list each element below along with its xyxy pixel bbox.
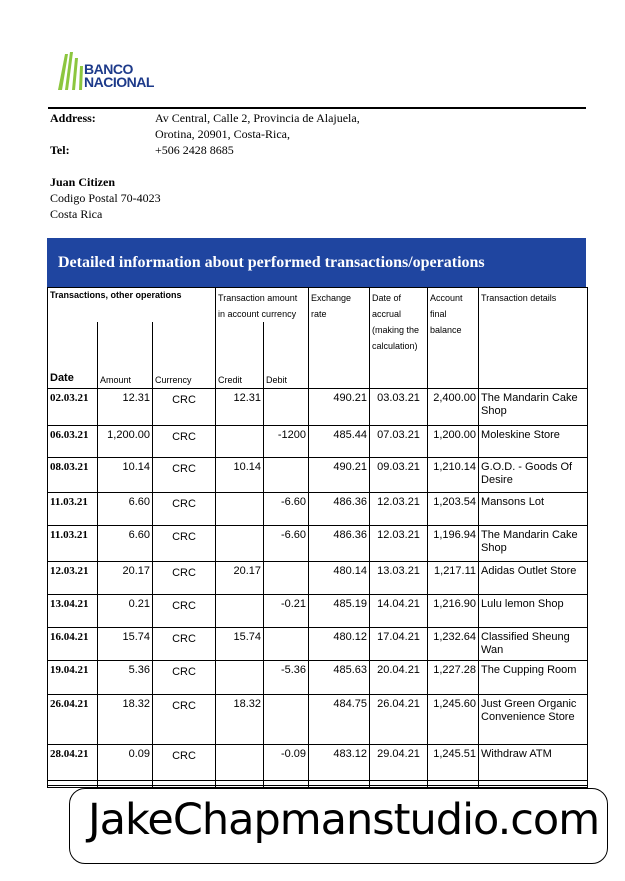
row-debit: -5.36 — [264, 661, 309, 695]
row-exchange-rate: 483.12 — [309, 745, 370, 781]
row-date: 16.04.21 — [48, 628, 98, 661]
row-debit: -0.21 — [264, 595, 309, 628]
header-amount: Amount — [98, 322, 153, 389]
header-divider — [48, 107, 586, 109]
row-exchange-rate: 490.21 — [309, 458, 370, 493]
header-amount-group: Transaction amount in account currency — [216, 288, 309, 323]
row-details: The Mandarin Cake Shop — [479, 389, 588, 426]
row-balance: 1,227.28 — [428, 661, 479, 695]
table-trailing-row — [48, 781, 588, 788]
row-amount: 20.17 — [98, 562, 153, 595]
table-row — [48, 745, 588, 781]
table-row — [48, 695, 588, 745]
row-debit — [264, 458, 309, 493]
row-currency: CRC — [153, 562, 216, 595]
header-transactions-group: Transactions, other operations — [48, 288, 216, 323]
row-balance: 1,217.11 — [428, 562, 479, 595]
row-details: Just Green Organic Convenience Store — [479, 695, 588, 745]
row-date: 12.03.21 — [48, 562, 98, 595]
row-currency: CRC — [153, 695, 216, 745]
row-accrual-date: 09.03.21 — [370, 458, 428, 493]
row-accrual-date: 12.03.21 — [370, 526, 428, 562]
table-row — [48, 661, 588, 695]
row-credit — [216, 426, 264, 458]
row-accrual-date: 07.03.21 — [370, 426, 428, 458]
row-balance: 1,245.51 — [428, 745, 479, 781]
table-row — [48, 493, 588, 526]
row-amount: 5.36 — [98, 661, 153, 695]
row-exchange-rate: 490.21 — [309, 389, 370, 426]
row-date: 28.04.21 — [48, 745, 98, 781]
row-accrual-date: 13.03.21 — [370, 562, 428, 595]
row-exchange-rate: 480.12 — [309, 628, 370, 661]
table-row — [48, 562, 588, 595]
transactions-body — [48, 389, 588, 781]
row-amount: 18.32 — [98, 695, 153, 745]
bank-name — [84, 63, 154, 89]
tel-label: Tel: — [50, 143, 70, 157]
row-details: The Mandarin Cake Shop — [479, 526, 588, 562]
row-date: 02.03.21 — [48, 389, 98, 426]
table-row — [48, 628, 588, 661]
header-currency: Currency — [153, 322, 216, 389]
customer-address-line1: Codigo Postal 70-4023 — [50, 191, 161, 205]
row-balance: 2,400.00 — [428, 389, 479, 426]
row-accrual-date: 20.04.21 — [370, 661, 428, 695]
row-credit — [216, 595, 264, 628]
row-currency: CRC — [153, 458, 216, 493]
row-amount: 1,200.00 — [98, 426, 153, 458]
row-credit: 12.31 — [216, 389, 264, 426]
table-row — [48, 458, 588, 493]
row-amount: 15.74 — [98, 628, 153, 661]
header-debit: Debit — [264, 322, 309, 389]
row-debit — [264, 562, 309, 595]
customer-address-line2: Costa Rica — [50, 207, 103, 221]
row-exchange-rate: 480.14 — [309, 562, 370, 595]
row-credit — [216, 745, 264, 781]
header-exchange-rate: Exchange rate — [309, 288, 370, 389]
bank-name-line1: BANCO — [84, 61, 133, 77]
header-final-balance: Account final balance — [428, 288, 479, 389]
row-credit — [216, 526, 264, 562]
row-accrual-date: 03.03.21 — [370, 389, 428, 426]
table-row — [48, 426, 588, 458]
row-debit: -6.60 — [264, 526, 309, 562]
row-date: 26.04.21 — [48, 695, 98, 745]
row-accrual-date: 12.03.21 — [370, 493, 428, 526]
row-details: Moleskine Store — [479, 426, 588, 458]
row-debit — [264, 695, 309, 745]
tel-value: +506 2428 8685 — [155, 143, 234, 157]
row-details: Classified Sheung Wan — [479, 628, 588, 661]
row-exchange-rate: 485.44 — [309, 426, 370, 458]
row-details: Mansons Lot — [479, 493, 588, 526]
row-debit: -6.60 — [264, 493, 309, 526]
bank-logo — [58, 52, 188, 97]
row-currency: CRC — [153, 661, 216, 695]
row-currency: CRC — [153, 628, 216, 661]
section-banner — [47, 238, 586, 287]
table-header-row — [48, 288, 588, 323]
row-accrual-date: 17.04.21 — [370, 628, 428, 661]
row-debit — [264, 628, 309, 661]
table-row — [48, 389, 588, 426]
row-debit — [264, 389, 309, 426]
transactions-table — [47, 287, 588, 788]
row-amount: 10.14 — [98, 458, 153, 493]
row-details: Withdraw ATM — [479, 745, 588, 781]
watermark-text: JakeChapmanstudio.com — [88, 795, 600, 845]
row-currency: CRC — [153, 426, 216, 458]
row-amount: 0.21 — [98, 595, 153, 628]
row-currency: CRC — [153, 493, 216, 526]
row-exchange-rate: 486.36 — [309, 526, 370, 562]
row-details: The Cupping Room — [479, 661, 588, 695]
bank-logo-icon — [58, 52, 84, 90]
row-date: 11.03.21 — [48, 526, 98, 562]
row-credit: 10.14 — [216, 458, 264, 493]
row-exchange-rate: 485.63 — [309, 661, 370, 695]
row-balance: 1,196.94 — [428, 526, 479, 562]
table-row — [48, 526, 588, 562]
row-debit: -0.09 — [264, 745, 309, 781]
row-balance: 1,245.60 — [428, 695, 479, 745]
row-currency: CRC — [153, 595, 216, 628]
row-exchange-rate: 485.19 — [309, 595, 370, 628]
row-date: 06.03.21 — [48, 426, 98, 458]
bank-name-line2: NACIONAL — [84, 74, 154, 90]
header-date: Date — [48, 322, 98, 389]
row-details: Adidas Outlet Store — [479, 562, 588, 595]
row-date: 13.04.21 — [48, 595, 98, 628]
row-accrual-date: 29.04.21 — [370, 745, 428, 781]
address-line1: Av Central, Calle 2, Provincia de Alajuela, — [155, 111, 360, 125]
address-label: Address: — [50, 111, 96, 125]
row-exchange-rate: 486.36 — [309, 493, 370, 526]
row-credit — [216, 493, 264, 526]
header-accrual-date: Date of accrual (making the calculation) — [370, 288, 428, 389]
row-balance: 1,232.64 — [428, 628, 479, 661]
row-accrual-date: 14.04.21 — [370, 595, 428, 628]
row-credit: 20.17 — [216, 562, 264, 595]
watermark-box — [69, 788, 608, 864]
row-amount: 6.60 — [98, 526, 153, 562]
footer-divider — [47, 785, 587, 786]
row-details: G.O.D. - Goods Of Desire — [479, 458, 588, 493]
row-balance: 1,200.00 — [428, 426, 479, 458]
row-credit: 15.74 — [216, 628, 264, 661]
table-row — [48, 595, 588, 628]
row-date: 19.04.21 — [48, 661, 98, 695]
row-exchange-rate: 484.75 — [309, 695, 370, 745]
row-details: Lulu lemon Shop — [479, 595, 588, 628]
header-credit: Credit — [216, 322, 264, 389]
row-accrual-date: 26.04.21 — [370, 695, 428, 745]
row-amount: 0.09 — [98, 745, 153, 781]
row-date: 11.03.21 — [48, 493, 98, 526]
row-credit: 18.32 — [216, 695, 264, 745]
row-credit — [216, 661, 264, 695]
row-balance: 1,210.14 — [428, 458, 479, 493]
row-debit: -1200 — [264, 426, 309, 458]
row-currency: CRC — [153, 745, 216, 781]
header-transaction-details: Transaction details — [479, 288, 588, 389]
row-currency: CRC — [153, 526, 216, 562]
row-amount: 6.60 — [98, 493, 153, 526]
row-amount: 12.31 — [98, 389, 153, 426]
section-title: Detailed information about performed transactions/operations — [58, 254, 485, 271]
row-balance: 1,216.90 — [428, 595, 479, 628]
row-date: 08.03.21 — [48, 458, 98, 493]
row-currency: CRC — [153, 389, 216, 426]
address-line2: Orotina, 20901, Costa-Rica, — [155, 127, 290, 141]
customer-name: Juan Citizen — [50, 175, 116, 189]
row-balance: 1,203.54 — [428, 493, 479, 526]
